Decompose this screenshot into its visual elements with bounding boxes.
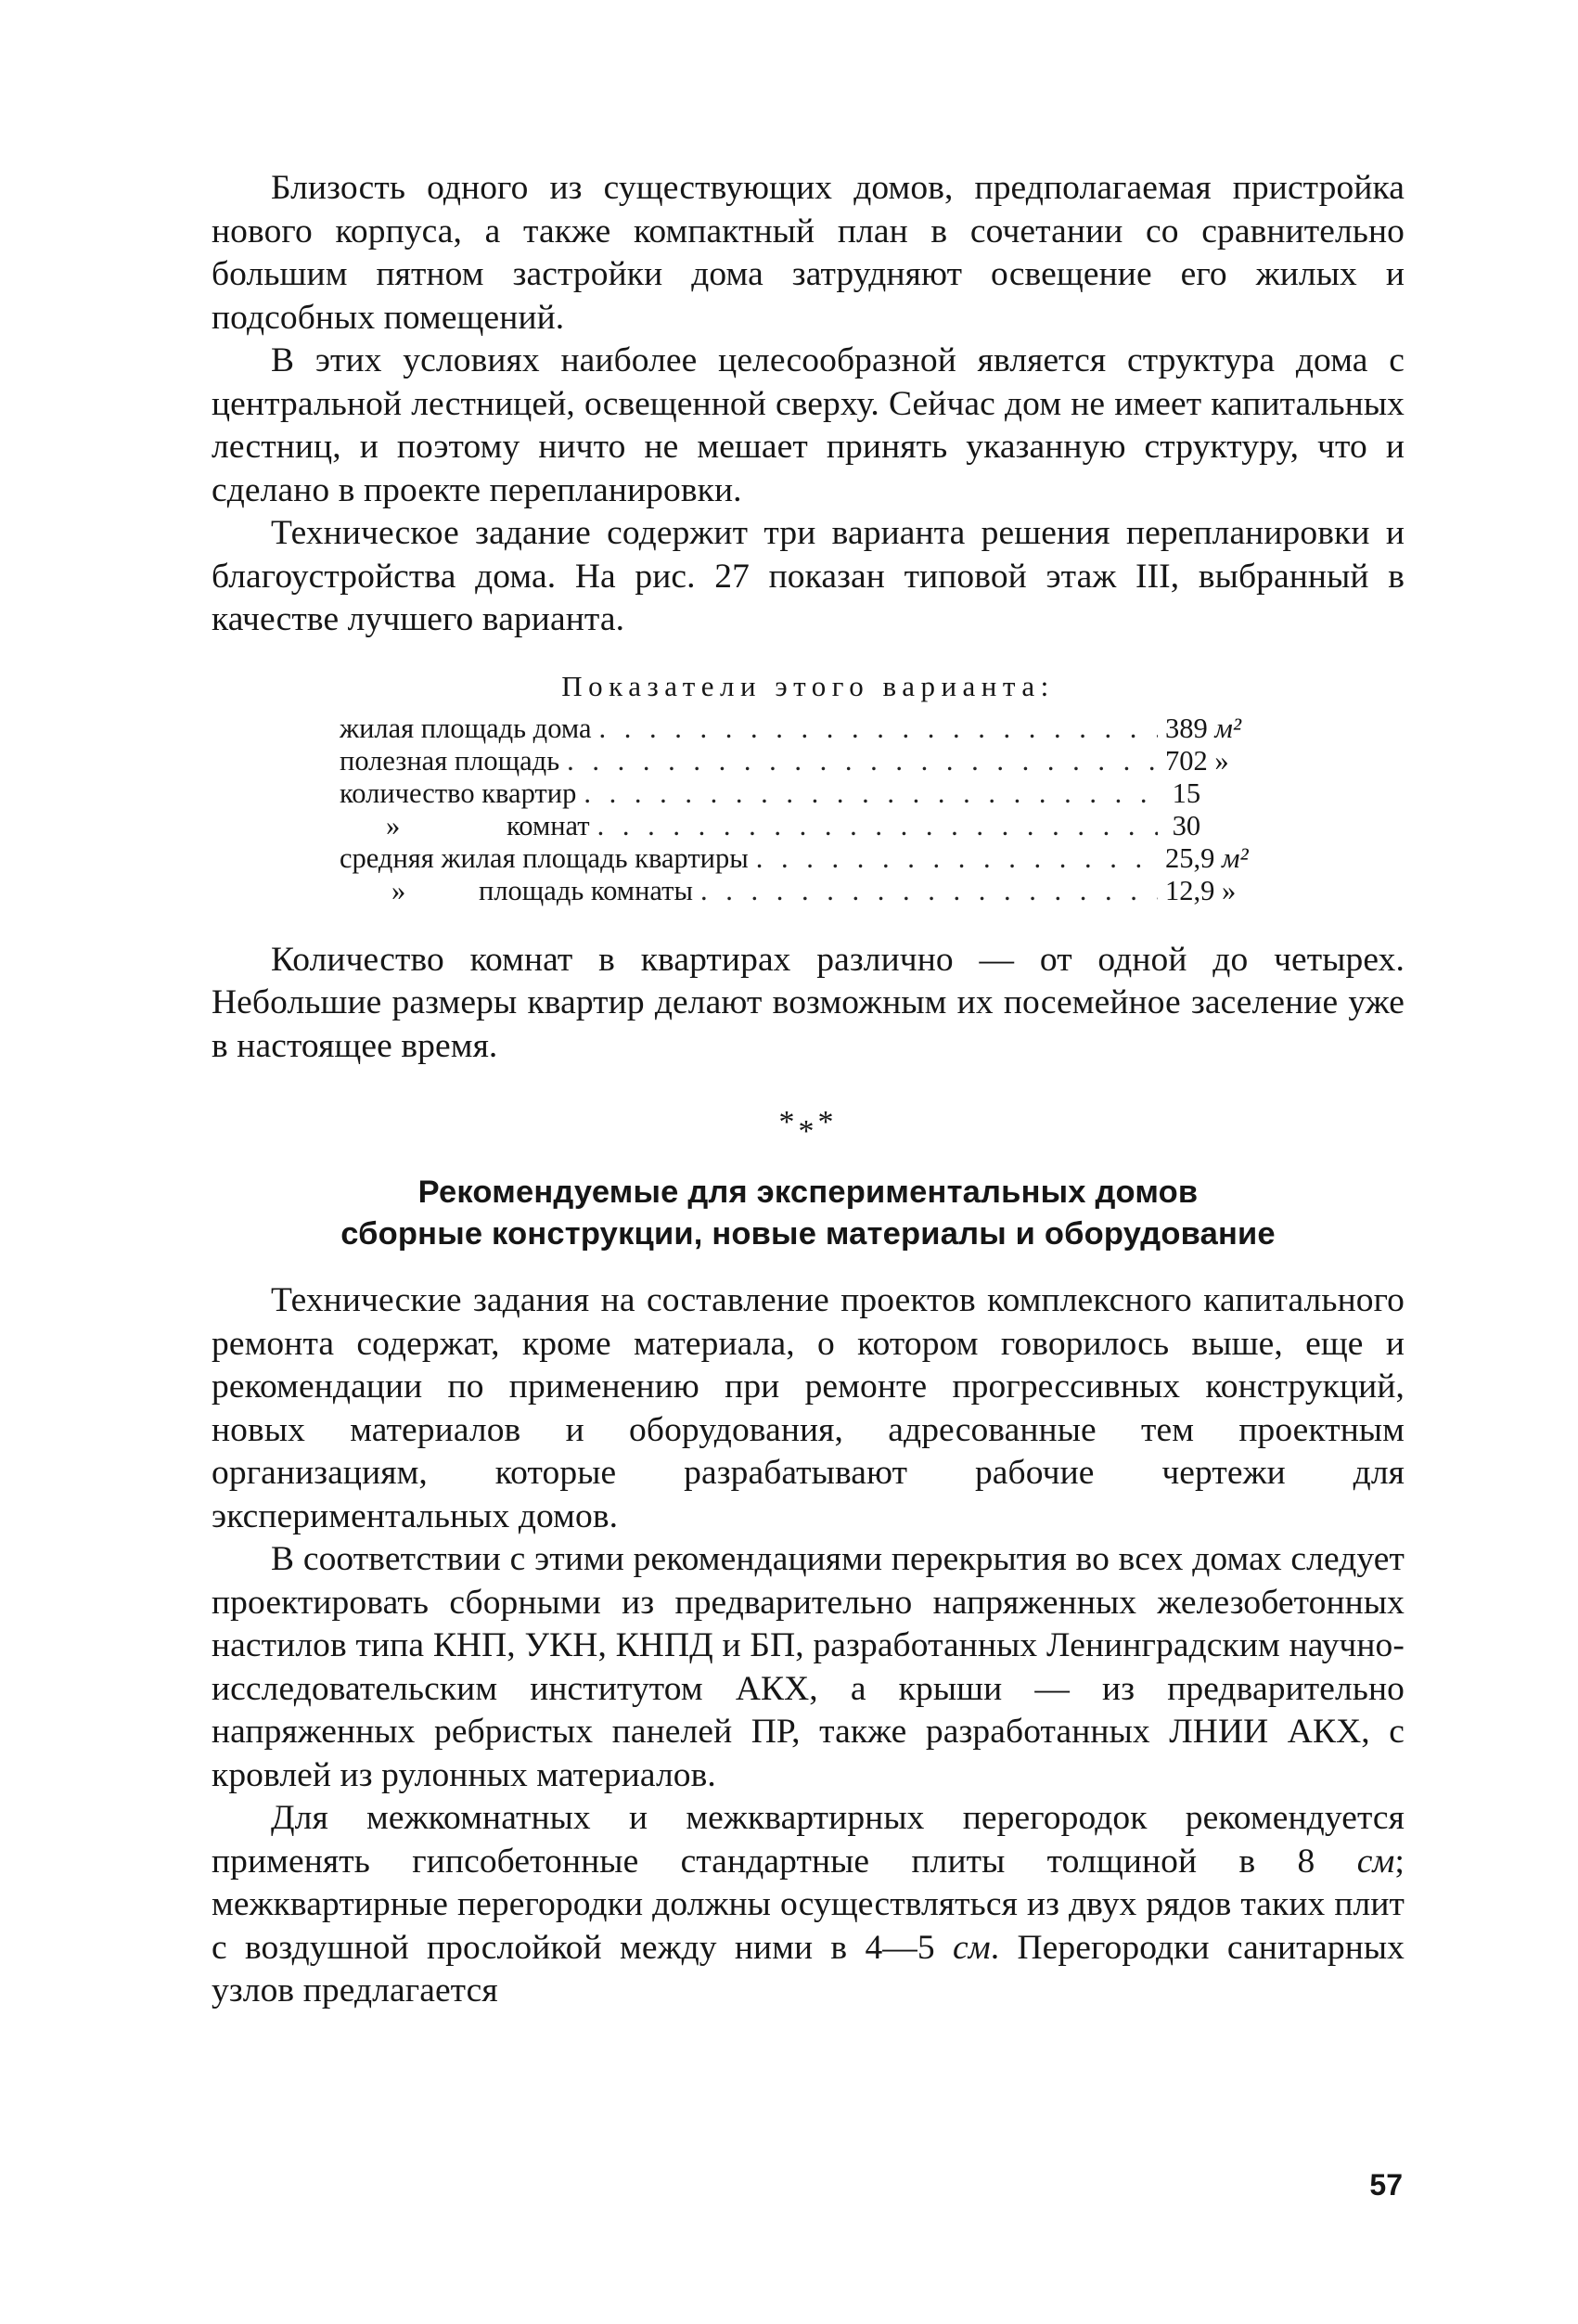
paragraph-floor-slabs: В соответствии с этими рекомендациями перекрытия во всех домах следует проектировать сборными из предварительно напряженных железобетонных настилов типа КНП, УКН, КНПД и БП, разработанных Ленинградским научно-исследовательским институтом АКХ, а крыши — из предварительно напряженных ребристых панелей ПР, также разработанных ЛНИИ АКХ, с кровлей из рулонных материалов. (212, 1540, 1405, 1794)
indicator-label: количество квартир (340, 777, 577, 809)
indicators-table (340, 713, 1258, 907)
dot-leader (756, 842, 1158, 875)
dot-leader (567, 745, 1158, 777)
indicator-row (340, 745, 1258, 777)
indicator-row (340, 875, 1258, 907)
indicator-value: 30 (1172, 809, 1201, 841)
indicator-row (340, 777, 1258, 810)
ditto-mark: » (386, 809, 401, 841)
section-heading-line: сборные конструкции, новые материалы и оборудование (340, 1216, 1276, 1252)
paragraph-technical-tasks: Технические задания на составление проектов комплексного капитального ремонта содержат, кроме материала, о котором говорилось выше, еще и рекомендации по применению при ремонте прогрессивных конструкций, новых материалов и оборудования, адресованные тем проектным организациям, которые разрабатывают рабочие чертежи для экспериментальных домов. (212, 1281, 1405, 1535)
indicator-value: 702 » (1165, 744, 1229, 777)
indicator-label: средняя жилая площадь квартиры (340, 841, 749, 874)
indicator-label: » комнат (386, 809, 590, 841)
section-heading (212, 1172, 1405, 1255)
indicator-row (340, 713, 1258, 745)
asterism-divider: *** (778, 1105, 838, 1149)
indicator-value: 25,9 м² (1165, 841, 1249, 874)
paragraph-room-count: Количество комнат в квартирах различно — от одной до четырех. Небольшие размеры квартир делают возможным их посемейное заселение уже в настоящее время. (212, 940, 1405, 1065)
dot-leader (584, 777, 1158, 810)
indicator-row (340, 842, 1258, 875)
indicator-label: » площадь комнаты (391, 874, 693, 906)
dot-leader (597, 810, 1158, 842)
indicator-row (340, 810, 1258, 842)
text-column (212, 167, 1405, 2013)
indicator-value: 12,9 » (1165, 874, 1237, 906)
page-number: 57 (1369, 2168, 1403, 2202)
dot-leader (700, 875, 1158, 907)
dot-leader (599, 713, 1159, 745)
indicator-value: 389 м² (1165, 712, 1241, 744)
indicator-value: 15 (1172, 777, 1201, 809)
indicator-label: полезная площадь (340, 744, 560, 777)
ditto-mark: » (391, 874, 406, 906)
paragraph-proximity: Близость одного из существующих домов, предполагаемая пристройка нового корпуса, а также компактный план в сочетании со сравнительно большим пятном застройки дома затрудняют освещение его жилых и подсобных помещений. (212, 169, 1405, 337)
paragraph-central-staircase: В этих условиях наиболее целесообразной является структура дома с центральной лестницей, освещенной сверху. Сейчас дом не имеет капитальных лестниц, и поэтому ничто не мешает принять указанную структуру, что и сделано в проекте перепланировки. (212, 341, 1405, 509)
indicators-title: Показатели этого варианта: (561, 669, 1055, 702)
indicator-label: жилая площадь дома (340, 712, 592, 744)
paragraph-partitions: Для межкомнатных и межквартирных перегородок рекомендуется применять гипсобетонные стандартные плиты толщиной в 8 см; межквартирные перегородки должны осуществляться из двух рядов таких плит с воздушной прослойкой между ними в 4—5 см. Перегородки санитарных узлов предлагается (212, 1799, 1405, 2009)
section-heading-line: Рекомендуемые для экспериментальных домов (417, 1175, 1199, 1210)
paragraph-technical-assignment: Техническое задание содержит три варианта решения перепланировки и благоустройства дома. На рис. 27 показан типовой этаж III, выбранный в качестве лучшего варианта. (212, 514, 1405, 638)
